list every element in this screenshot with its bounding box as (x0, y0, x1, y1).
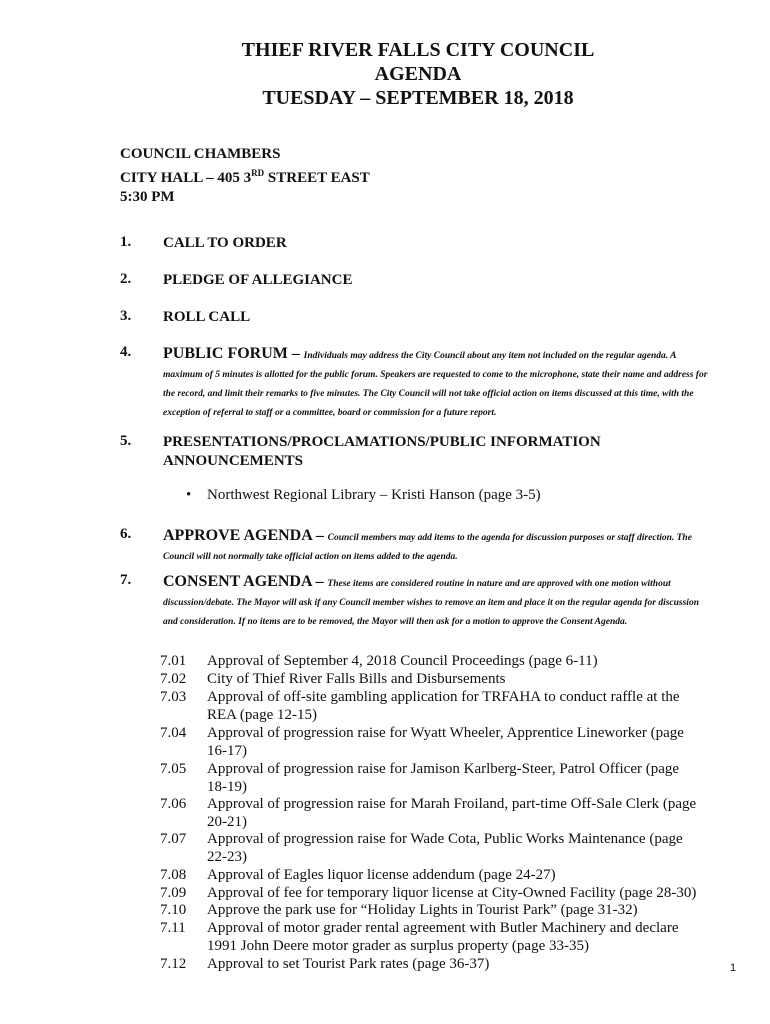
consent-item-number: 7.09 (160, 885, 187, 901)
consent-item-text: Approval of Eagles liquor license addendum (page 24-27) (207, 867, 556, 883)
consent-item-text: Approval of fee for temporary liquor license at City-Owned Facility (page 28-30) (207, 885, 697, 901)
item-note: Individuals may address the City Council about any item not included on the regular agenda. A maximum of 5 minutes is allotted for the public forum. Speakers are requested to come to the microphone, state their name and address for the record, and limit their remarks to five minutes. The City Council will not take official action on items discussed at this time, with the exception of referral to staff or a committee, board or commission for a future report. (163, 351, 708, 418)
consent-item-text (207, 760, 707, 796)
item-heading: CALL TO ORDER (163, 235, 287, 251)
item-heading: CONSENT AGENDA – (163, 573, 324, 590)
agenda-heading: AGENDA (374, 63, 462, 85)
meeting-location (120, 145, 370, 207)
consent-item-number: 7.12 (160, 956, 187, 972)
consent-item-number: 7.05 (160, 761, 187, 777)
consent-item-number: 7.06 (160, 796, 187, 812)
meeting-time: 5:30 PM (120, 189, 175, 205)
address-text: CITY HALL – 405 3 (120, 170, 252, 186)
consent-item-number: 7.04 (160, 725, 187, 741)
agenda-title (0, 38, 770, 110)
consent-item-line: 22-23) (207, 849, 247, 865)
item-number: 4. (120, 344, 132, 360)
consent-item-line: 1991 John Deere motor grader as surplus property (page 33-35) (207, 938, 589, 954)
item-heading-block (163, 572, 711, 630)
presentation-entry: Northwest Regional Library – Kristi Hanson (page 3-5) (207, 487, 541, 503)
consent-item-number: 7.07 (160, 831, 187, 847)
consent-item-number: 7.01 (160, 653, 187, 669)
consent-item-text (207, 795, 707, 831)
item-heading-continued: ANNOUNCEMENTS (163, 453, 304, 469)
page-number: 1 (730, 962, 737, 974)
consent-item-line: Approval of progression raise for Wyatt Wheeler, Apprentice Lineworker (page (207, 725, 684, 741)
consent-item-text (207, 724, 707, 760)
address-superscript: RD (251, 168, 265, 178)
item-note: These items are considered routine in nature and are approved with one motion without discussion/debate. The Mayor will ask if any Council member wishes to remove an item and place it on the regular agenda for discussion and consideration. If no items are to be removed, the Mayor will then ask for a motion to approve the Consent Agenda. (163, 579, 699, 627)
consent-item-number: 7.03 (160, 689, 187, 705)
consent-item-number: 7.02 (160, 671, 187, 687)
location-room: COUNCIL CHAMBERS (120, 146, 281, 162)
consent-item-number: 7.08 (160, 867, 187, 883)
item-heading: PLEDGE OF ALLEGIANCE (163, 272, 353, 288)
consent-item-text: City of Thief River Falls Bills and Disbursements (207, 671, 506, 687)
consent-item-line: Approval of off-site gambling application for TRFAHA to conduct raffle at the (207, 689, 680, 705)
consent-item-line: Approval of motor grader rental agreement with Butler Machinery and declare (207, 920, 679, 936)
bullet-icon: • (186, 487, 192, 503)
consent-item-text (207, 830, 707, 866)
item-heading: APPROVE AGENDA – (163, 527, 324, 544)
consent-item-number: 7.11 (160, 920, 186, 936)
meeting-date: TUESDAY – SEPTEMBER 18, 2018 (262, 87, 574, 109)
item-heading-block (163, 433, 711, 471)
item-note: Council members may add items to the agenda for discussion purposes or staff direction. The Council will not normally take official action on items added to the agenda. (163, 533, 692, 562)
consent-item-line: 20-21) (207, 814, 247, 830)
council-name: THIEF RIVER FALLS CITY COUNCIL (241, 39, 595, 61)
item-number: 5. (120, 433, 132, 449)
item-heading: PUBLIC FORUM – (163, 345, 300, 362)
consent-item-text (207, 919, 707, 955)
item-number: 7. (120, 572, 132, 588)
consent-item-number: 7.10 (160, 902, 187, 918)
consent-item-line: 18-19) (207, 779, 247, 795)
consent-item-line: Approval of progression raise for Marah Froiland, part-time Off-Sale Clerk (page (207, 796, 697, 812)
item-number: 3. (120, 308, 132, 324)
item-heading-block (163, 344, 711, 421)
consent-item-text: Approval of September 4, 2018 Council Proceedings (page 6-11) (207, 653, 598, 669)
consent-item-line: Approval of progression raise for Wade Cota, Public Works Maintenance (page (207, 831, 683, 847)
location-address (120, 164, 370, 188)
item-number: 6. (120, 526, 132, 542)
item-heading-block (163, 526, 711, 565)
address-street: STREET EAST (264, 170, 370, 186)
consent-item-text: Approval to set Tourist Park rates (page 36-37) (207, 956, 490, 972)
item-number: 2. (120, 271, 132, 287)
consent-item-text (207, 688, 707, 724)
consent-item-line: REA (page 12-15) (207, 707, 317, 723)
consent-item-line: Approval of progression raise for Jamison Karlberg-Steer, Patrol Officer (page (207, 761, 680, 777)
item-heading: PRESENTATIONS/PROCLAMATIONS/PUBLIC INFORMATION (163, 434, 601, 450)
consent-item-text: Approve the park use for “Holiday Lights in Tourist Park” (page 31-32) (207, 902, 638, 918)
item-number: 1. (120, 234, 132, 250)
consent-item-line: 16-17) (207, 743, 247, 759)
item-heading: ROLL CALL (163, 309, 251, 325)
